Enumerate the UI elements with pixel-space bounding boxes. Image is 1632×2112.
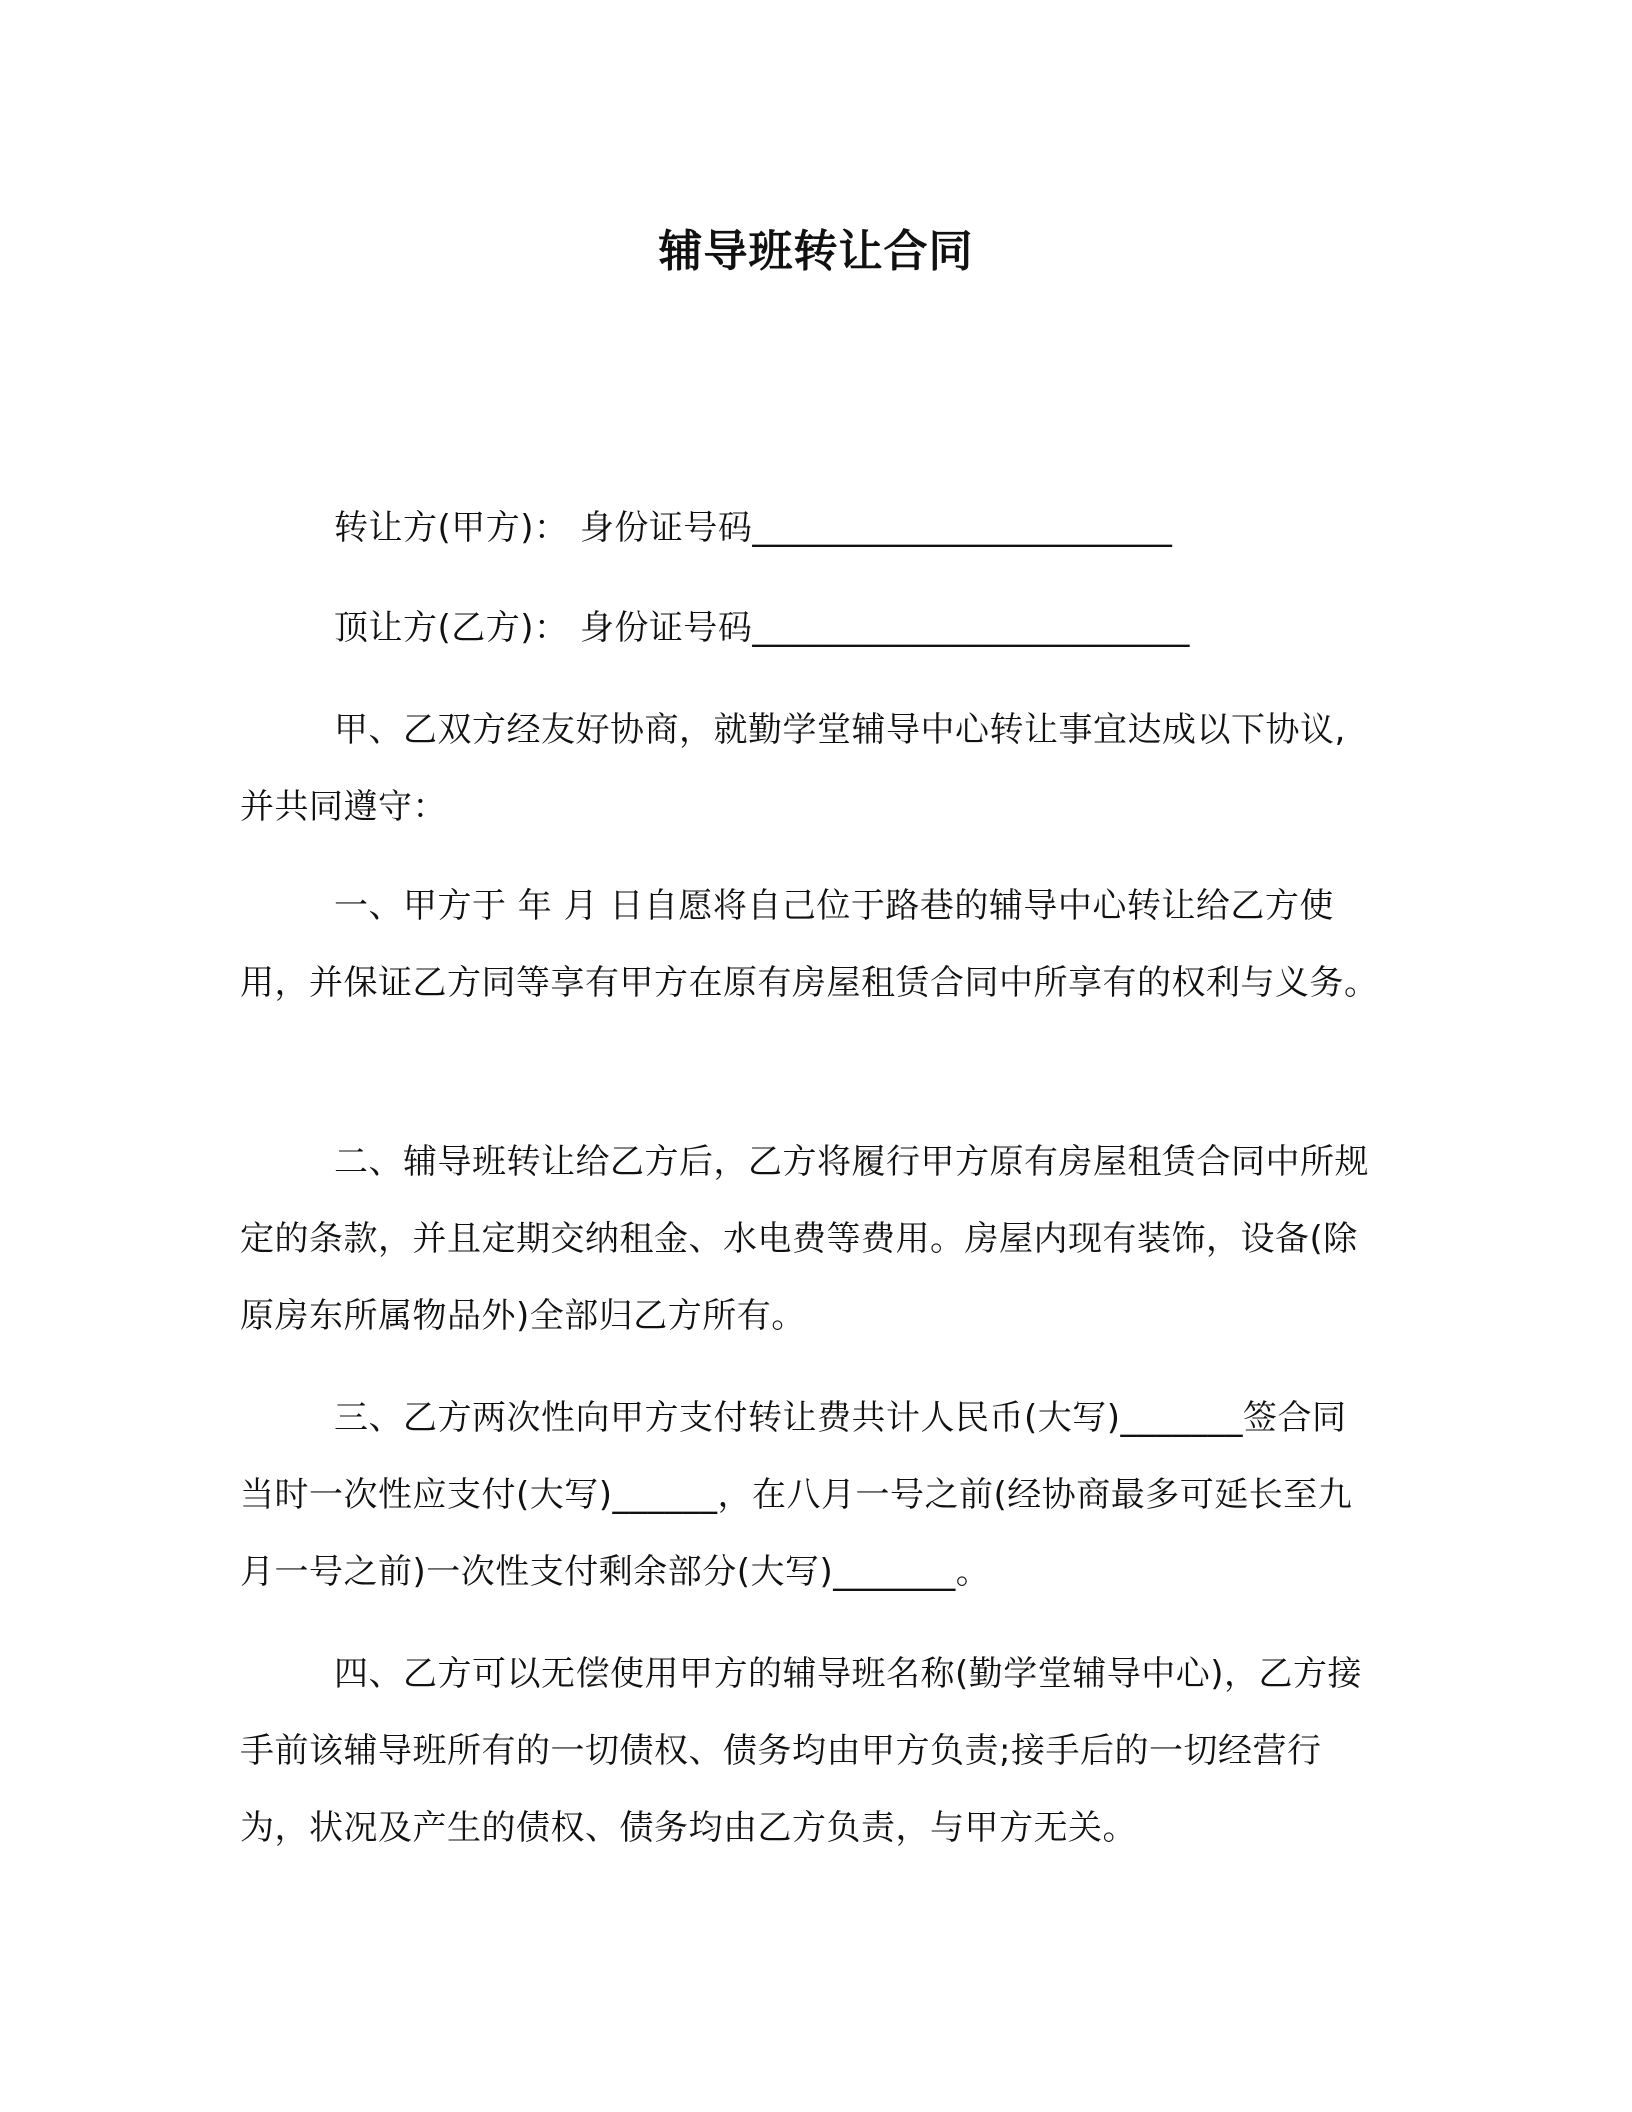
clause-4-paragraph: 四、乙方可以无偿使用甲方的辅导班名称(勤学堂辅导中心)，乙方接手前该辅导班所有的一切债权、债务均由甲方负责;接手后的一切经营行为，状况及产生的债权、债务均由乙方负责，与甲方无关。 bbox=[240, 1654, 1363, 1848]
intro-paragraph: 甲、乙双方经友好协商，就勤学堂辅导中心转让事宜达成以下协议,并共同遵守： bbox=[240, 710, 1346, 827]
page-title: 辅导班转让合同 bbox=[658, 226, 974, 277]
clause-3-paragraph: 三、乙方两次性向甲方支付转让费共计人民币(大写)_______签合同当时一次性应支付(大写)______，在八月一号之前(经协商最多可延长至九月一号之前)一次性支付剩余部分(大写)_______。 bbox=[240, 1398, 1353, 1592]
clause-2-paragraph: 二、辅导班转让给乙方后，乙方将履行甲方原有房屋租赁合同中所规定的条款，并且定期交纳租金、水电费等费用。房屋内现有装饰，设备(除原房东所属物品外)全部归乙方所有。 bbox=[240, 1142, 1369, 1336]
party-a-line: 转让方(甲方)： 身份证号码________________________ bbox=[334, 508, 1173, 548]
party-b-line: 顶让方(乙方)： 身份证号码_________________________ bbox=[334, 608, 1190, 648]
clause-1-paragraph: 一、甲方于 年 月 日自愿将自己位于路巷的辅导中心转让给乙方使用，并保证乙方同等享有甲方在原有房屋租赁合同中所享有的权利与义务。 bbox=[240, 886, 1379, 1003]
